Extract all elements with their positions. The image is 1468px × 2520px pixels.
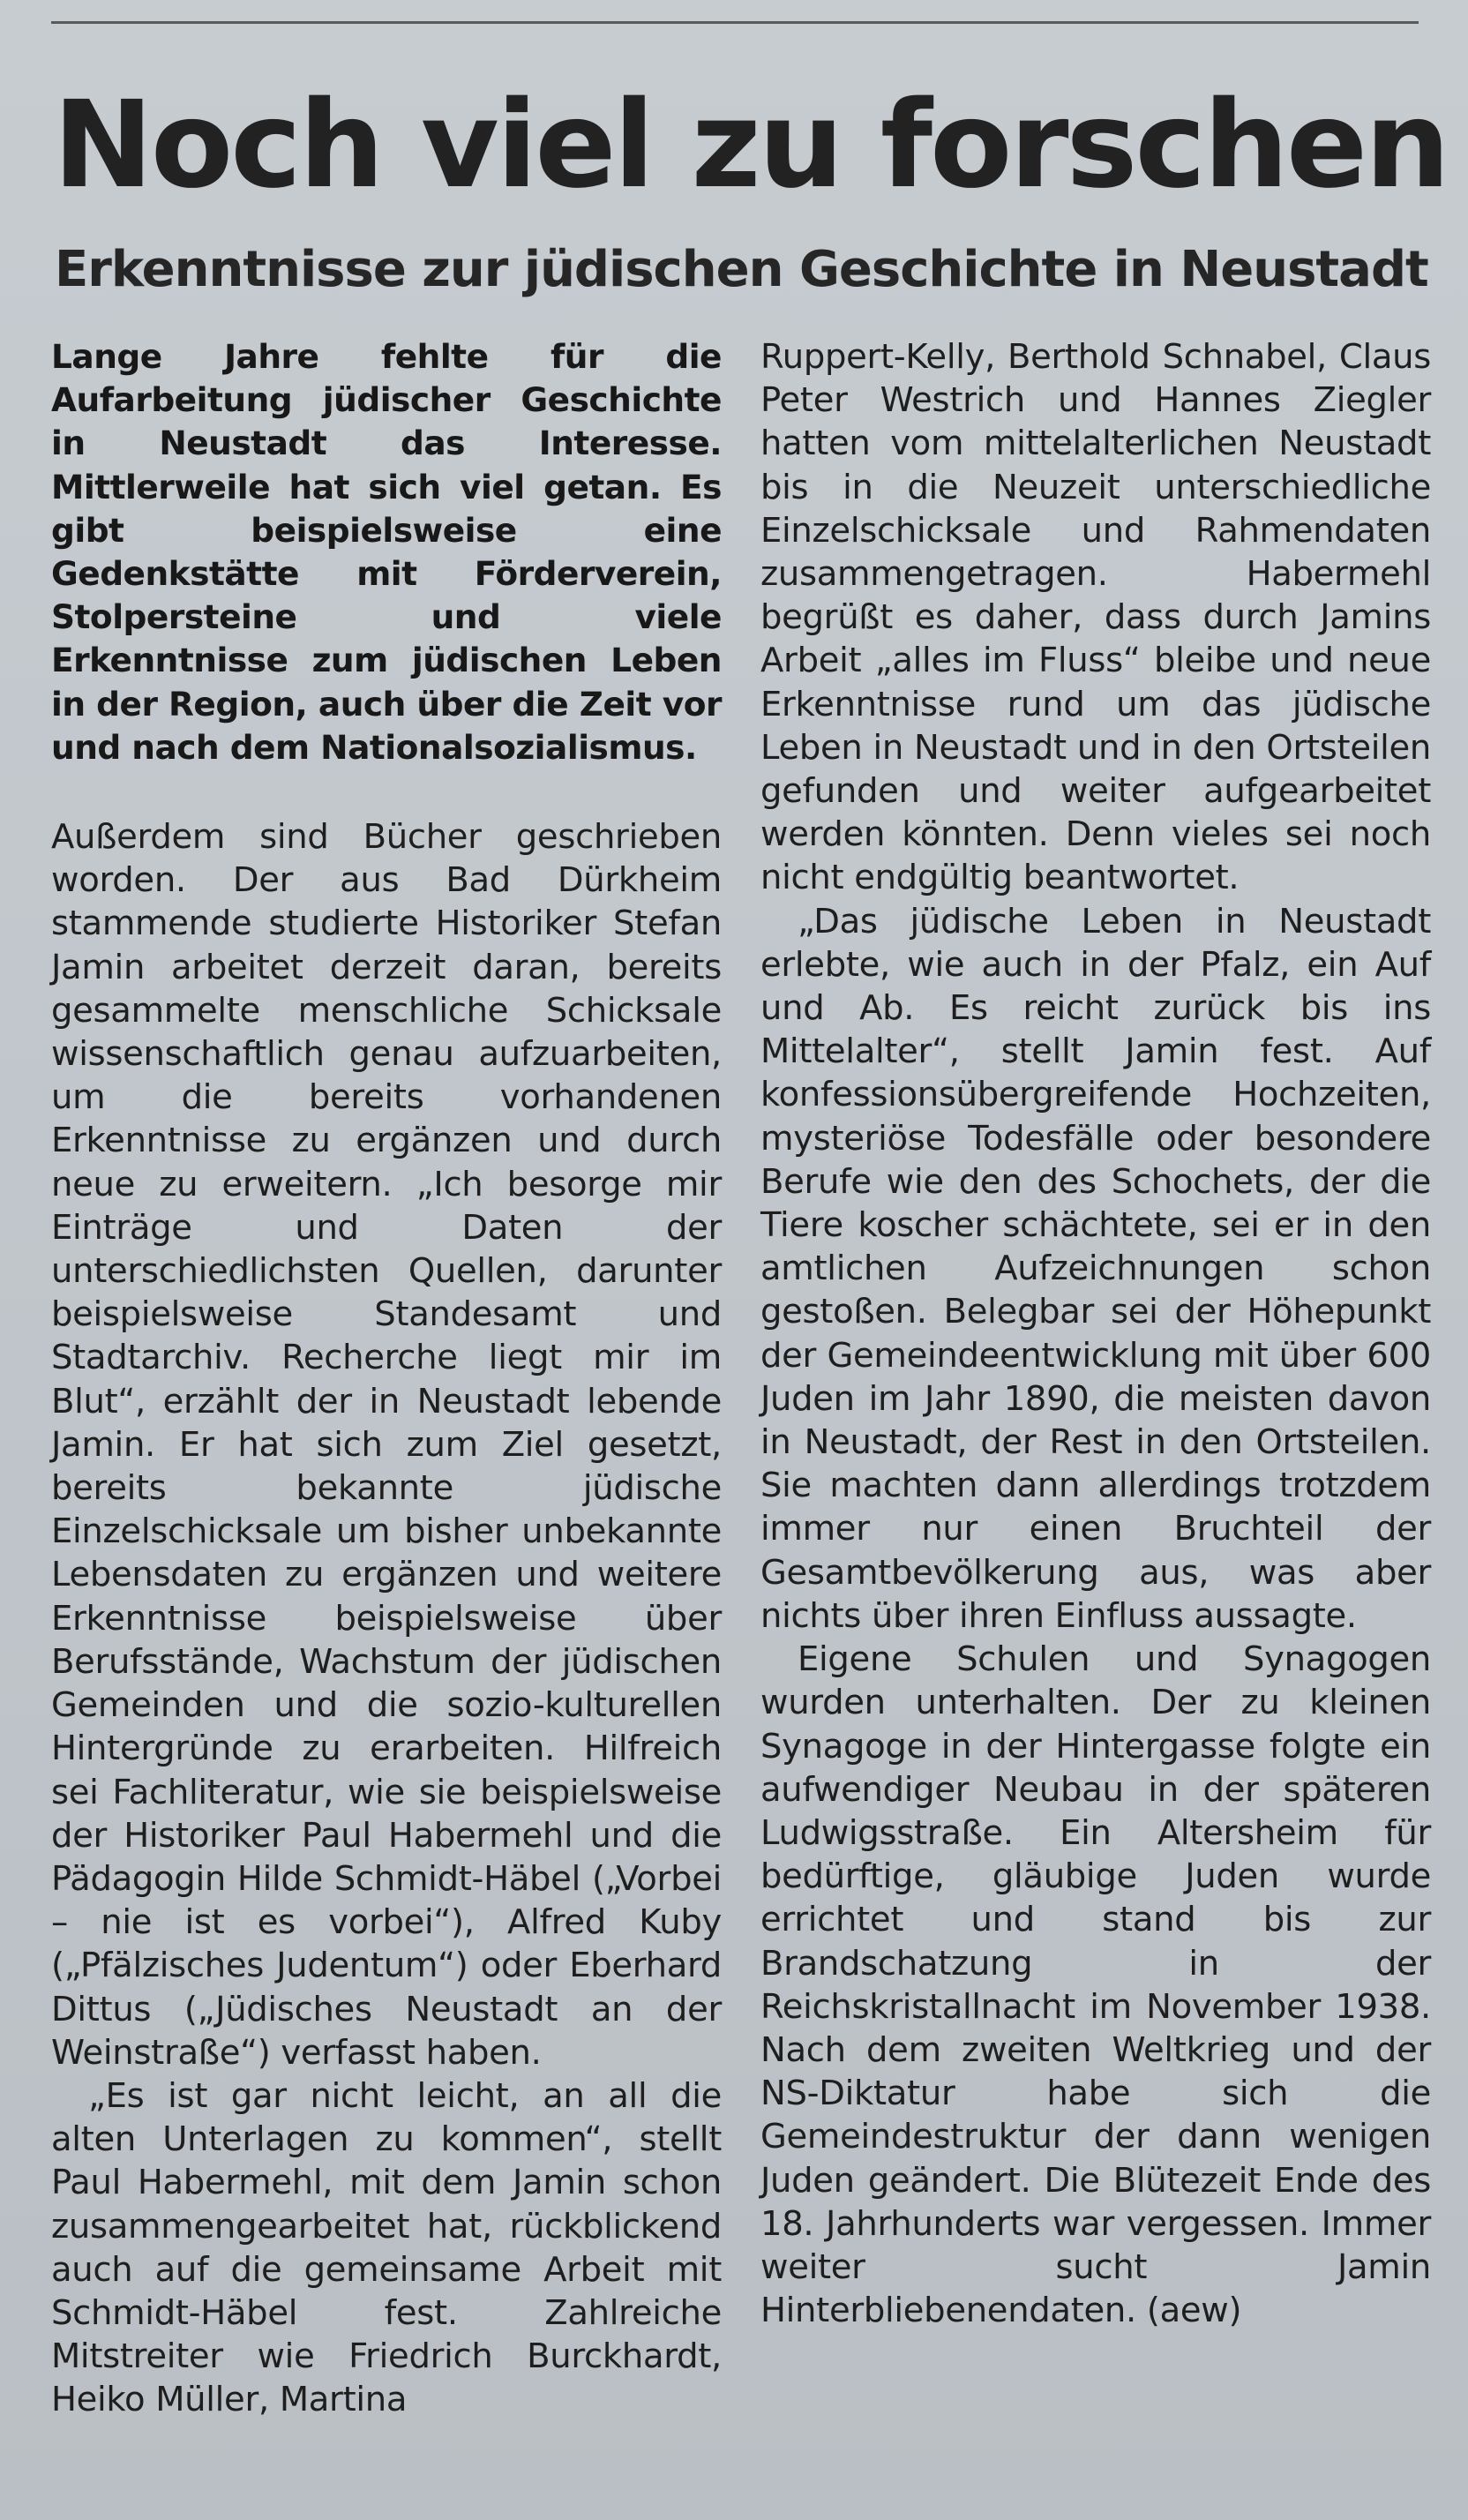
body-paragraph: „Es ist gar nicht leicht, an all die alten Unterlagen zu kommen“, stellt Paul Habermehl, mit dem Jamin schon zusammengearbeitet hat, rückblickend auch auf die gemeinsame Arbeit mit Schmidt-Häbel fest. Zahlreiche Mitstreiter wie Friedrich Burckhardt, Heiko Müller, Martina xyxy=(51,2075,722,2420)
subheadline: Erkenntnisse zur jüdischen Geschichte in Neustadt xyxy=(55,241,1428,298)
lead-paragraph: Lange Jahre fehlte für die Aufarbeitung jüdischer Geschichte in Neustadt das Interesse. Mittlerweile hat sich viel getan. Es gibt beispielsweise eine Gedenkstätte mit Förderverein, Stolpersteine und viele Erkenntnisse zum jüdischen Leben in der Region, auch über die Zeit vor und nach dem Nationalsozialismus. xyxy=(51,337,722,767)
body-paragraph: „Das jüdische Leben in Neustadt erlebte, wie auch in der Pfalz, ein Auf und Ab. Es reicht zurück bis ins Mittelalter“, stellt Jamin fest. Auf konfessionsübergreifende Hochzeiten, mysteriöse Todesfälle oder besondere Berufe wie den des Schochets, der die Tiere koscher schächtete, sei er in den amtlichen Aufzeichnungen schon gestoßen. Belegbar sei der Höhepunkt der Gemeindeentwicklung mit über 600 Juden im Jahr 1890, die meisten davon in Neustadt, der Rest in den Ortsteilen. Sie machten dann allerdings trotzdem immer nur einen Bruchteil der Gesamtbevölkerung aus, was aber nichts über ihren Einfluss aussagte. xyxy=(760,901,1431,1636)
top-rule xyxy=(51,21,1419,24)
body-paragraph: Ruppert-Kelly, Berthold Schnabel, Claus Peter Westrich und Hannes Ziegler hatten vom mittelalterlichen Neustadt bis in die Neuzeit unterschiedliche Einzelschicksale und Rahmendaten zusammengetragen. Habermehl begrüßt es daher, dass durch Jamins Arbeit „alles im Fluss“ bleibe und neue Erkenntnisse rund um das jüdische Leben in Neustadt und in den Ortsteilen gefunden und weiter aufgearbeitet werden könnten. Denn vieles sei noch nicht endgültig beantwortet. xyxy=(760,337,1431,898)
body-paragraph: Außerdem sind Bücher geschrieben worden. Der aus Bad Dürkheim stammende studierte Historiker Stefan Jamin arbeitet derzeit daran, bereits gesammelte menschliche Schicksale wissenschaftlich genau aufzuarbeiten, um die bereits vorhandenen Erkenntnisse zu ergänzen und durch neue zu erweitern. „Ich besorge mir Einträge und Daten der unterschiedlichsten Quellen, darunter beispielsweise Standesamt und Stadtarchiv. Recherche liegt mir im Blut“, erzählt der in Neustadt lebende Jamin. Er hat sich zum Ziel gesetzt, bereits bekannte jüdische Einzelschicksale um bisher unbekannte Lebensdaten zu ergänzen und weitere Erkenntnisse beispielsweise über Berufsstände, Wachstum der jüdischen Gemeinden und die sozio-kulturellen Hintergründe zu erarbeiten. Hilfreich sei Fachliteratur, wie sie beispielsweise der Historiker Paul Habermehl und die Pädagogin Hilde Schmidt-Häbel („Vorbei – nie ist es vorbei“), Alfred Kuby („Pfälzisches Judentum“) oder Eberhard Dittus („Jüdisches Neustadt an der Weinstraße“) verfasst haben. xyxy=(51,817,722,2073)
column-left xyxy=(51,335,722,2422)
headline: Noch viel zu forschen xyxy=(53,76,1448,215)
body-paragraph: Eigene Schulen und Synagogen wurden unterhalten. Der zu kleinen Synagoge in der Hintergasse folgte ein aufwendiger Neubau in der späteren Ludwigsstraße. Ein Altersheim für bedürftige, gläubige Juden wurde errichtet und stand bis zur Brandschatzung in der Reichskristallnacht im November 1938. Nach dem zweiten Weltkrieg und der NS-Diktatur habe sich die Gemeindestruktur der dann wenigen Juden geändert. Die Blütezeit Ende des 18. Jahrhunderts war vergessen. Immer weiter sucht Jamin Hinterbliebenendaten. (aew) xyxy=(760,1639,1431,2331)
column-right xyxy=(760,335,1431,2332)
